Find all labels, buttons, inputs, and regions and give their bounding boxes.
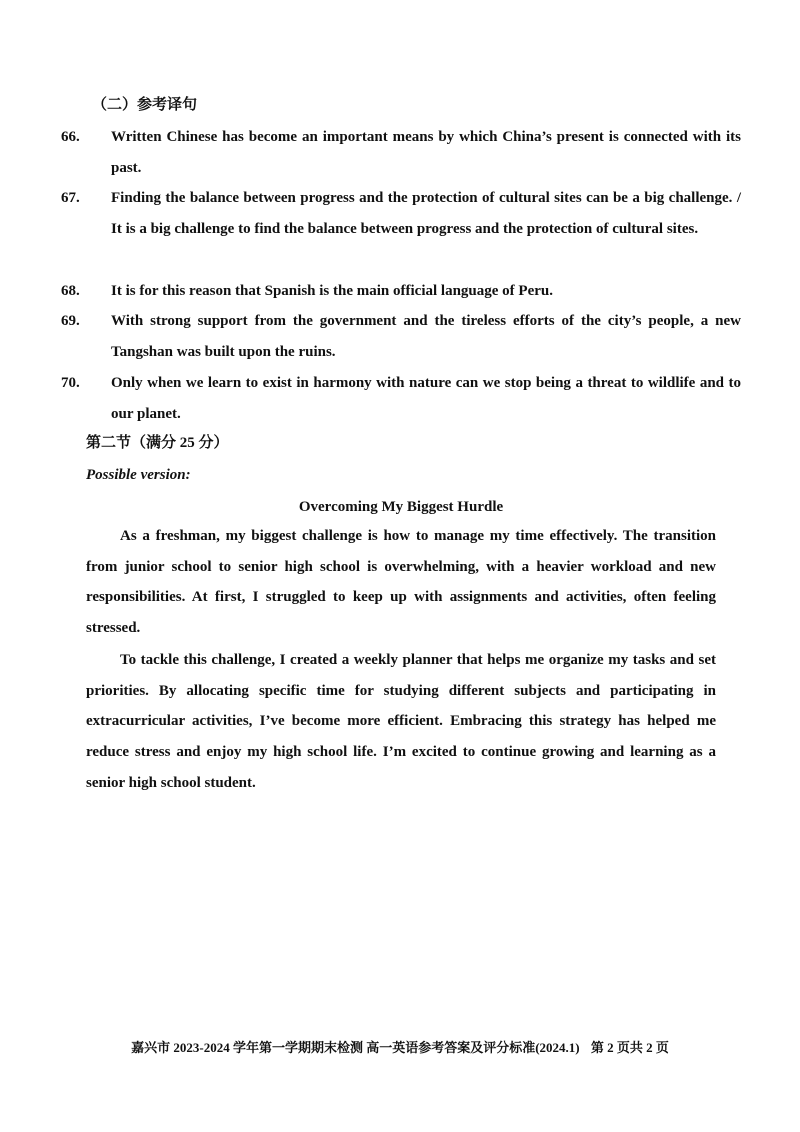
translation-item-66 (61, 122, 741, 183)
essay-title: Overcoming My Biggest Hurdle (298, 499, 504, 515)
item-number: 69. (61, 313, 80, 329)
page-footer (0, 1038, 800, 1058)
essay-paragraph-1: As a freshman, my biggest challenge is how to manage my time effectively. The transition from junior school to senior high school is overwhelming, with a heavier workload and new responsibilities. At first, I struggled to keep up with assignments and activities, often feeling stressed. (86, 528, 716, 637)
item-number: 70. (61, 375, 80, 391)
item-number: 67. (61, 190, 80, 206)
item-text: Finding the balance between progress and the protection of cultural sites can be a big challenge. / It is a big challenge to find the balance between progress and the protection of cultural sites. (111, 190, 741, 237)
translation-item-67 (61, 183, 741, 244)
item-number: 66. (61, 129, 80, 145)
footer-page-info: 第 2 页共 2 页 (590, 1040, 669, 1055)
item-number: 68. (61, 283, 80, 299)
possible-version-label: Possible version: (86, 467, 191, 483)
writing-section-heading: 第二节（满分 25 分） (86, 435, 229, 451)
translation-item-68 (61, 276, 741, 307)
item-text: Only when we learn to exist in harmony with nature can we stop being a threat to wildlife and to our planet. (111, 375, 741, 422)
item-text: It is for this reason that Spanish is the main official language of Peru. (111, 283, 553, 299)
footer-exam-title: 嘉兴市 2023-2024 学年第一学期期末检测 高一英语参考答案及评分标准(2024.1) (131, 1040, 580, 1055)
translation-item-69 (61, 306, 741, 367)
item-text: Written Chinese has become an important means by which China’s present is connected with its past. (111, 129, 741, 176)
translation-item-70 (61, 368, 741, 429)
essay-paragraph-2: To tackle this challenge, I created a weekly planner that helps me organize my tasks and set priorities. By allocating specific time for studying different subjects and participating in extracurricular activities, I’ve become more efficient. Embracing this strategy has helped me reduce stress and enjoy my high school life. I’m excited to continue growing and learning as a senior high school student. (86, 652, 716, 791)
item-text: With strong support from the government and the tireless efforts of the city’s people, a new Tangshan was built upon the ruins. (111, 313, 741, 360)
translation-section-heading: （二）参考译句 (92, 97, 198, 113)
